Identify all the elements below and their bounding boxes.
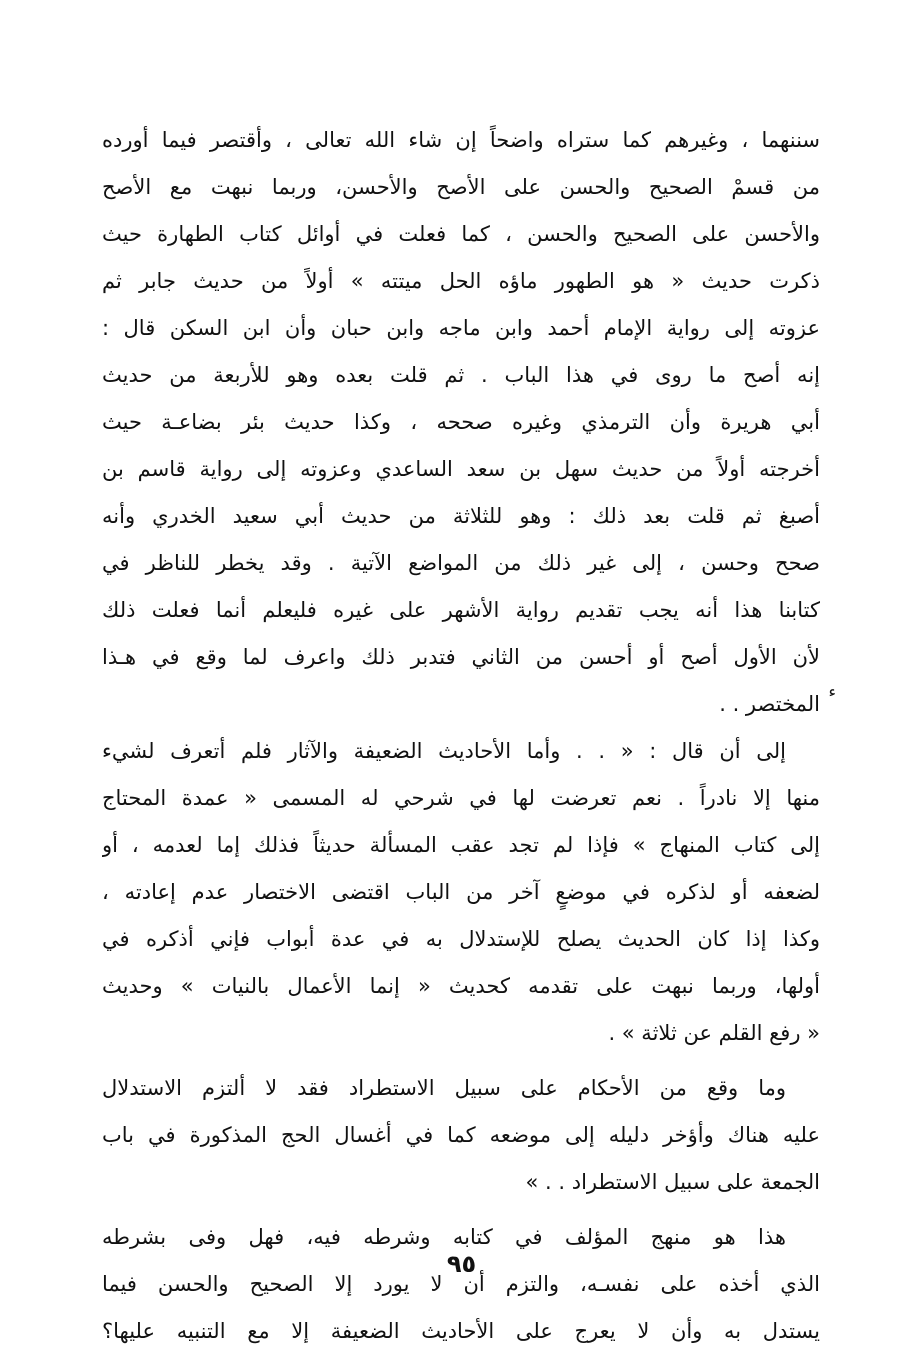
text-line: أخرجته أولاً من حديث سهل بن سعد الساعدي وعزوته إلى رواية قاسم بن <box>102 457 820 481</box>
text-line: أبي هريرة وأن الترمذي وغيره صححه ، وكذا حديث بئر بضاعـة حيث <box>102 410 820 434</box>
text-line: إنه أصح ما روى في هذا الباب . ثم قلت بعده وهو للأربعة من حديث <box>102 363 820 387</box>
text-line: ذكرت حديث « هو الطهور ماؤه الحل ميتته » أولاً من حديث جابر ثم <box>102 269 820 293</box>
text-line: سننهما ، وغيرهم كما ستراه واضحاً إن شاء الله تعالى ، وأقتصر فيما أورده <box>102 128 820 152</box>
text-line: الجمعة على سبيل الاستطراد . . » <box>525 1170 820 1194</box>
text-line: عزوته إلى رواية الإمام أحمد وابن ماجه وابن حبان وأن ابن السكن قال : <box>102 316 820 340</box>
text-line: من قسمْ الصحيح والحسن على الأصح والأحسن، وربما نبهت مع الأصح <box>102 175 820 199</box>
text-line: أولها، وربما نبهت على تقدمه كحديث « إنما الأعمال بالنيات » وحديث <box>102 974 820 998</box>
margin-mark: ء <box>828 682 836 701</box>
text-line: صحح وحسن ، إلى غير ذلك من المواضع الآتية . وقد يخطر للناظر في <box>102 551 820 575</box>
page-number: ٩٥ <box>446 1250 477 1278</box>
text-line: إلى كتاب المنهاج » فإذا لم تجد عقب المسألة حديثاً فذلك إما لعدمه ، أو <box>102 833 820 857</box>
text-line: « رفع القلم عن ثلاثة » . <box>608 1021 820 1045</box>
body-text <box>102 117 820 1355</box>
text-line: إلى أن قال : « . . وأما الأحاديث الضعيفة والآثار فلم أتعرف لشيء <box>102 739 786 763</box>
text-line: والأحسن على الصحيح والحسن ، كما فعلت في أوائل كتاب الطهارة حيث <box>102 222 820 246</box>
text-line: وكذا إذا كان الحديث يصلح للإستدلال به في عدة أبواب فإني أذكره في <box>102 927 820 951</box>
text-line: وما وقع من الأحكام على سبيل الاستطراد فقد لا ألتزم الاستدلال <box>102 1076 786 1100</box>
text-line: هذا هو منهج المؤلف في كتابه وشرطه فيه، فهل وفى بشرطه <box>102 1225 786 1249</box>
text-line: لضعفه أو لذكره في موضعٍ آخر من الباب اقتضى الاختصار عدم إعادته ، <box>102 880 820 904</box>
text-line: كتابنا هذا أنه يجب تقديم رواية الأشهر على غيره فليعلم أنما فعلت ذلك <box>102 598 820 622</box>
text-line: الذي أخذه على نفسـه، والتزم أن لا يورد إلا الصحيح والحسن فيما <box>102 1272 820 1296</box>
text-line: منها إلا نادراً . نعم تعرضت لها في شرحي له المسمى « عمدة المحتاج <box>102 786 820 810</box>
text-line: المختصر . . <box>719 692 820 716</box>
text-line: عليه هناك وأؤخر دليله إلى موضعه كما في أغسال الحج المذكورة في باب <box>102 1123 820 1147</box>
text-line: لأن الأول أصح أو أحسن من الثاني فتدبر ذلك واعرف لما وقع في هـذا <box>102 645 820 669</box>
text-line: يستدل به وأن لا يعرج على الأحاديث الضعيفة إلا مع التنبيه عليها؟ <box>102 1319 820 1343</box>
text-line: أصبغ ثم قلت بعد ذلك : وهو للثلاثة من حديث أبي سعيد الخدري وأنه <box>102 504 820 528</box>
